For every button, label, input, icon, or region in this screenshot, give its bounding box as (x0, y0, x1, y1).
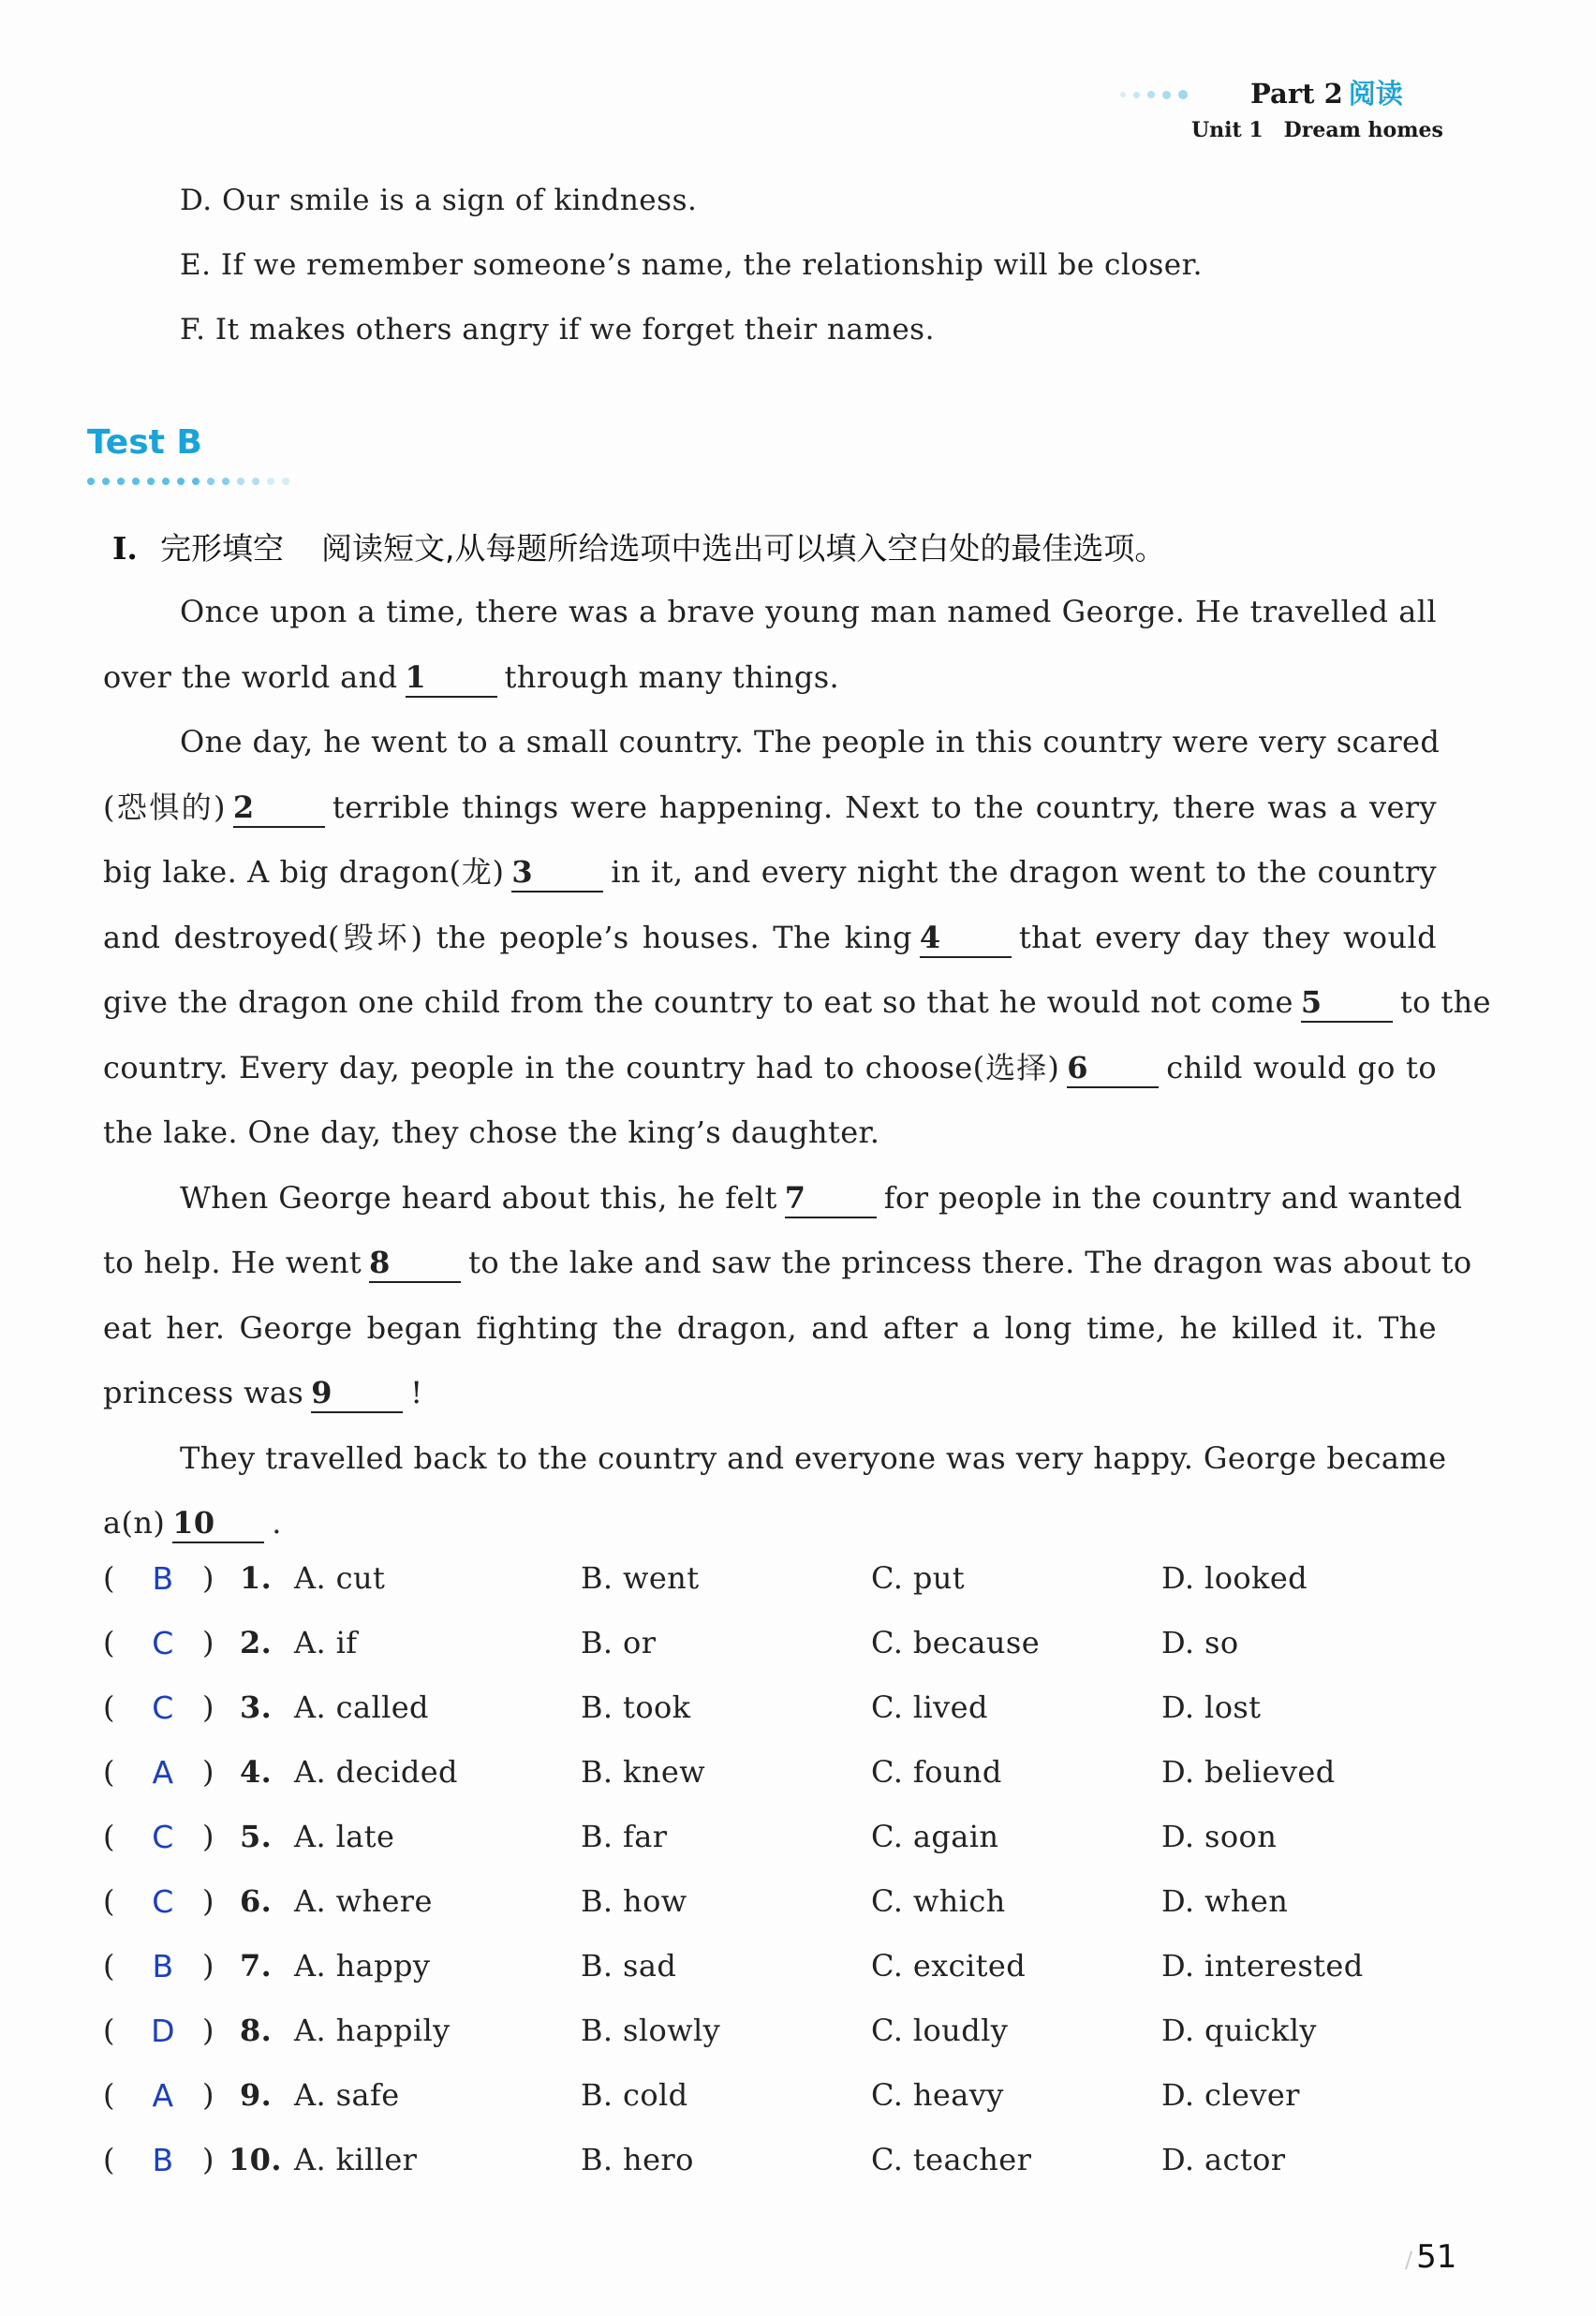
answer-mark: C (152, 1689, 174, 1726)
option-c: C. which (871, 1883, 1006, 1919)
blank-4: 4 (920, 919, 1012, 958)
question-number: 2. (240, 1625, 273, 1660)
instruction-type: 完形填空 (159, 530, 284, 567)
question-number: 4. (240, 1754, 273, 1790)
passage-line: and destroyed(毁坏) the people’s houses. The king 4 that every day they would (103, 906, 1437, 971)
question-number: 10. (229, 2142, 282, 2177)
question-row: ( A ) 4. A. decided B. knew C. found D. believed (103, 1754, 1336, 1791)
passage-line: give the dragon one child from the country to eat so that he would not come 5 to the (103, 970, 1437, 1036)
passage-line: They travelled back to the country and everyone was very happy. George became (180, 1439, 1447, 1476)
answer-mark: C (152, 1819, 174, 1855)
question-number: 5. (240, 1819, 273, 1854)
option-a: A. cut (294, 1560, 386, 1596)
passage-line: princess was 9 ! (103, 1361, 1437, 1426)
option-d: D. lost (1161, 1689, 1262, 1725)
option-c: C. heavy (871, 2077, 1004, 2113)
question-row: ( C ) 2. A. if B. or C. because D. so (103, 1625, 1239, 1661)
option-d: D. when (1161, 1883, 1289, 1919)
question-number: 3. (240, 1689, 273, 1725)
prev-option-d: D. Our smile is a sign of kindness. (180, 184, 698, 217)
option-a: A. safe (294, 2077, 400, 2113)
option-d: D. looked (1161, 1560, 1308, 1596)
option-a: A. called (294, 1689, 429, 1725)
passage-line: Once upon a time, there was a brave young man named George. He travelled all (180, 594, 1437, 629)
blank-10: 10 (172, 1504, 264, 1543)
passage-line: One day, he went to a small country. The people in this country were very scared (180, 724, 1441, 760)
blank-9: 9 (311, 1374, 403, 1413)
page-number-value: 51 (1416, 2238, 1457, 2276)
answer-mark: C (152, 1883, 174, 1920)
header-decorative-dots (1120, 90, 1188, 99)
instruction (112, 524, 1165, 568)
question-row: ( C ) 3. A. called B. took C. lived D. lost (103, 1689, 1262, 1726)
option-b: B. slowly (581, 2013, 721, 2048)
option-b: B. sad (581, 1948, 677, 1984)
question-number: 8. (240, 2013, 273, 2048)
option-d: D. interested (1161, 1948, 1364, 1984)
passage-line: a(n) 10 . (103, 1491, 1437, 1556)
header-unit-label: Unit 1 (1191, 118, 1264, 142)
option-d: D. so (1161, 1625, 1239, 1660)
option-b: B. took (581, 1689, 691, 1725)
passage-line: eat her. George began fighting the dragon, and after a long time, he killed it. The (103, 1309, 1437, 1346)
option-b: B. hero (581, 2142, 694, 2177)
option-c: C. lived (871, 1689, 988, 1725)
option-d: D. quickly (1161, 2013, 1317, 2048)
blank-8: 8 (369, 1244, 461, 1283)
blank-2: 2 (233, 789, 325, 828)
question-row: ( D ) 8. A. happily B. slowly C. loudly D. quickly (103, 2013, 1317, 2049)
blank-3: 3 (511, 853, 603, 892)
answer-mark: D (151, 2013, 175, 2049)
passage-line: (恐惧的) 2 terrible things were happening. Next to the country, there was a very (103, 775, 1437, 841)
passage-line: to help. He went 8 to the lake and saw the princess there. The dragon was about to (103, 1231, 1437, 1296)
option-a: A. happy (294, 1948, 431, 1984)
option-c: C. put (871, 1560, 966, 1596)
answer-mark: C (152, 1625, 174, 1661)
passage-line: When George heard about this, he felt 7 for people in the country and wanted (103, 1166, 1437, 1232)
passage-line: country. Every day, people in the country had to choose(选择) 6 child would go to (103, 1036, 1437, 1101)
option-c: C. because (871, 1625, 1041, 1660)
option-a: A. if (294, 1625, 358, 1660)
question-row: ( B ) 1. A. cut B. went C. put D. looked (103, 1560, 1308, 1597)
question-number: 1. (240, 1560, 273, 1596)
answer-mark: B (152, 1560, 174, 1597)
instruction-text: 阅读短文,从每题所给选项中选出可以填入空白处的最佳选项。 (320, 530, 1166, 567)
question-row: ( B ) 10. A. killer B. hero C. teacher D. actor (103, 2142, 1286, 2178)
option-d: D. actor (1161, 2142, 1286, 2177)
option-c: C. loudly (871, 2013, 1009, 2048)
header-part-cn: 阅读 (1348, 78, 1403, 110)
option-b: B. cold (581, 2077, 688, 2113)
option-a: A. decided (294, 1754, 458, 1790)
option-d: D. believed (1161, 1754, 1336, 1790)
answer-mark: A (152, 2077, 174, 2114)
option-c: C. teacher (871, 2142, 1032, 2177)
option-b: B. how (581, 1883, 687, 1919)
prev-option-f: F. It makes others angry if we forget their names. (180, 313, 935, 347)
prev-option-e: E. If we remember someone’s name, the relationship will be closer. (180, 248, 1203, 282)
blank-6: 6 (1067, 1049, 1159, 1088)
passage-line: big lake. A big dragon(龙) 3 in it, and every night the dragon went to the country (103, 840, 1437, 906)
answer-mark: A (152, 1754, 174, 1791)
option-c: C. found (871, 1754, 1002, 1790)
option-b: B. far (581, 1819, 668, 1854)
option-a: A. happily (294, 2013, 451, 2048)
question-number: 9. (240, 2077, 273, 2113)
passage-line: over the world and 1 through many things. (103, 645, 1437, 711)
page-number: / 51 (1405, 2238, 1457, 2276)
passage (103, 580, 1491, 1556)
option-b: B. knew (581, 1754, 705, 1790)
option-c: C. again (871, 1819, 999, 1854)
option-d: D. soon (1161, 1819, 1278, 1854)
question-number: 7. (240, 1948, 273, 1984)
question-row: ( C ) 6. A. where B. how C. which D. when (103, 1883, 1289, 1920)
blank-7: 7 (785, 1179, 877, 1218)
option-a: A. killer (294, 2142, 418, 2177)
section-title-dots (87, 478, 289, 485)
question-row: ( A ) 9. A. safe B. cold C. heavy D. clever (103, 2077, 1300, 2114)
header-part-label: Part 2 (1250, 78, 1343, 110)
blank-1: 1 (406, 658, 497, 698)
passage-line: the lake. One day, they chose the king’s daughter. (103, 1114, 880, 1150)
option-c: C. excited (871, 1948, 1027, 1984)
option-a: A. late (294, 1819, 395, 1854)
question-row: ( B ) 7. A. happy B. sad C. excited D. interested (103, 1948, 1364, 1984)
instruction-number: I. (112, 530, 138, 567)
option-b: B. went (581, 1560, 700, 1596)
header-unit-title: Dream homes (1283, 118, 1443, 142)
question-row: ( C ) 5. A. late B. far C. again D. soon (103, 1819, 1278, 1855)
answer-mark: B (152, 1948, 174, 1984)
header-part (1250, 73, 1403, 111)
question-number: 6. (240, 1883, 273, 1919)
answer-mark: B (152, 2142, 174, 2178)
blank-5: 5 (1301, 983, 1393, 1023)
section-title: Test B (87, 423, 202, 462)
option-a: A. where (294, 1883, 433, 1919)
option-b: B. or (581, 1625, 657, 1660)
option-d: D. clever (1161, 2077, 1300, 2113)
header-unit (1191, 118, 1443, 142)
